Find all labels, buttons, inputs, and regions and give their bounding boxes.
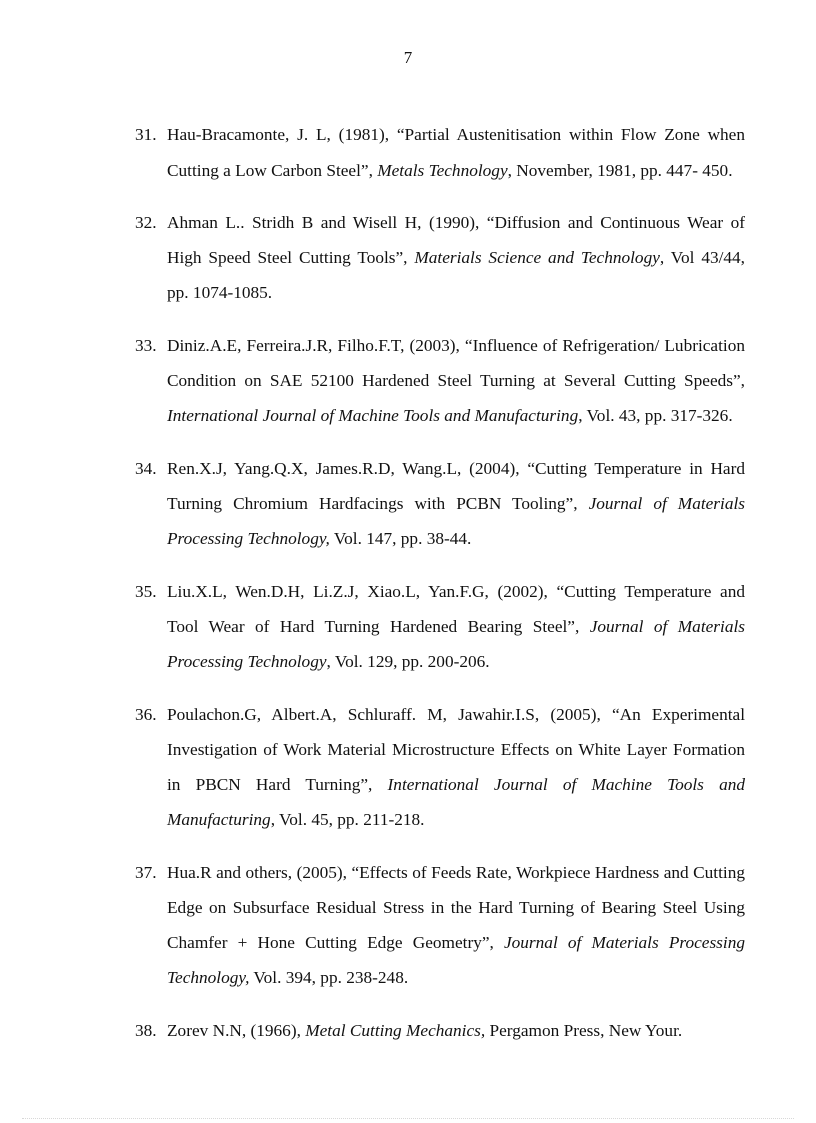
reference-text: , Vol. 45, pp. 211-218. bbox=[270, 810, 425, 830]
reference-number: 34. bbox=[135, 458, 157, 478]
reference-text: Ren.X.J, Yang.Q.X, James.R.D, Wang.L, (2004), “Cutting Temperature in Hard Turning Chromium Hardfacings with PCBN Tooling”, bbox=[167, 458, 745, 514]
reference-number: 36. bbox=[135, 704, 157, 724]
reference-number: 33. bbox=[135, 335, 157, 355]
reference-text: Ahman L.. Stridh B and Wisell H, (1990), “Diffusion and Continuous Wear of High Speed Steel Cutting Tools”, bbox=[167, 213, 745, 268]
reference-entry bbox=[135, 697, 745, 838]
reference-entry bbox=[135, 574, 745, 680]
reference-text: Poulachon.G, Albert.A, Schluraff. M, Jawahir.I.S, (2005), “An Experimental Investigation of Work Material Microstructure Effects on White Layer Formation in PBCN Hard Turning”, bbox=[167, 704, 745, 795]
reference-text: Hua.R and others, (2005), “Effects of Feeds Rate, Workpiece Hardness and Cutting Edge on Subsurface Residual Stress in the Hard Turning of Bearing Steel Using Chamfer + Hone Cutting Edge Geometry”, bbox=[167, 862, 745, 953]
reference-text: Hau-Bracamonte, J. L, (1981), “Partial Austenitisation within Flow Zone when Cutting a Low Carbon Steel”, bbox=[167, 125, 745, 180]
reference-text: , Vol. 43, pp. 317-326. bbox=[578, 406, 733, 426]
reference-source-title: Materials Science and Technology bbox=[414, 248, 660, 268]
reference-source-title: International Journal of Machine Tools and Manufacturing bbox=[167, 775, 745, 830]
reference-number: 38. bbox=[135, 1020, 157, 1040]
reference-source-title: Journal of Materials Processing Technology, bbox=[167, 933, 745, 988]
reference-text: , November, 1981, pp. 447- 450. bbox=[507, 160, 733, 180]
reference-text: , Vol. 129, pp. 200-206. bbox=[326, 652, 490, 672]
reference-entry bbox=[135, 855, 745, 996]
reference-number: 32. bbox=[135, 213, 157, 232]
reference-text: , Vol 43/44, pp. 1074-1085. bbox=[167, 248, 746, 303]
reference-number: 37. bbox=[135, 862, 157, 882]
reference-source-title: Journal of Materials Processing Technology bbox=[167, 616, 745, 672]
reference-source-title: Metal Cutting Mechanics, bbox=[305, 1020, 486, 1040]
reference-entry bbox=[135, 328, 745, 434]
page-number: 7 bbox=[403, 48, 413, 67]
reference-number: 31. bbox=[135, 125, 157, 145]
reference-list bbox=[135, 100, 745, 1057]
reference-number: 35. bbox=[135, 581, 157, 601]
reference-text: Vol. 394, pp. 238-248. bbox=[249, 968, 409, 988]
reference-entry bbox=[135, 451, 745, 557]
page-bottom-divider bbox=[22, 1118, 794, 1119]
reference-entry bbox=[135, 205, 745, 311]
reference-text: Zorev N.N, (1966), bbox=[167, 1020, 306, 1040]
reference-text: Liu.X.L, Wen.D.H, Li.Z.J, Xiao.L, Yan.F.G, (2002), “Cutting Temperature and Tool Wear of Hard Turning Hardened Bearing Steel”, bbox=[167, 581, 745, 636]
reference-entry bbox=[135, 1013, 745, 1048]
reference-source-title: International Journal of Machine Tools and Manufacturing bbox=[167, 406, 579, 426]
reference-source-title: Journal of Materials Processing Technology, bbox=[167, 494, 745, 549]
reference-text: Vol. 147, pp. 38-44. bbox=[329, 529, 472, 549]
reference-text: Diniz.A.E, Ferreira.J.R, Filho.F.T, (2003), “Influence of Refrigeration/ Lubrication Condition on SAE 52100 Hardened Steel Turning at Several Cutting Speeds”, bbox=[167, 335, 745, 391]
reference-entry bbox=[135, 117, 745, 187]
reference-text: Pergamon Press, New Your. bbox=[485, 1020, 683, 1040]
reference-source-title: Metals Technology bbox=[377, 160, 508, 180]
